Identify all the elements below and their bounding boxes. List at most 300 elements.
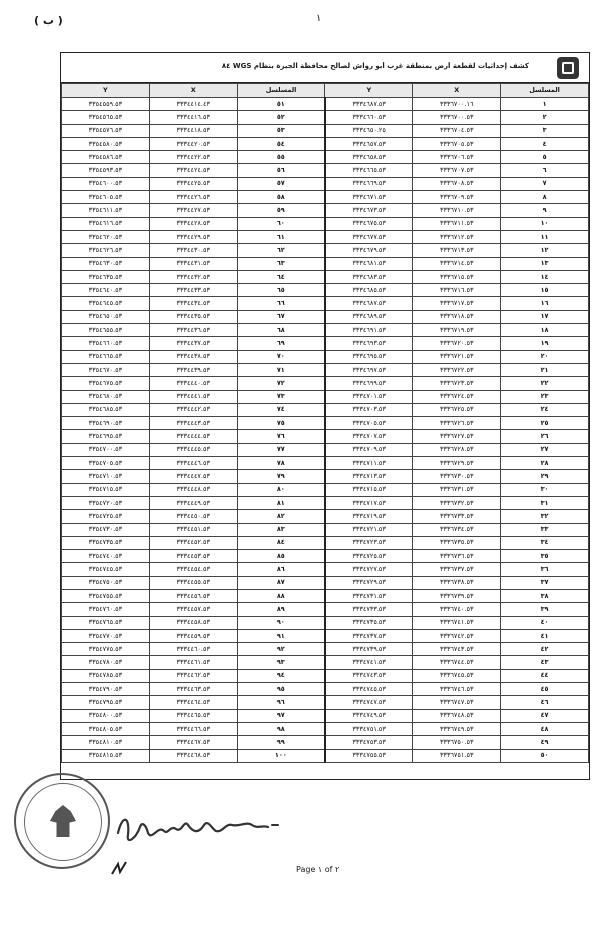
cell-serial1: ١٤ bbox=[501, 270, 589, 283]
cell-x2: ٣٣٣٤٤٥٧.٥٣ bbox=[149, 603, 237, 616]
cell-y2: ٣٣٥٤٧٢٥.٥٣ bbox=[62, 510, 150, 523]
cell-serial2: ٨٦ bbox=[237, 563, 325, 576]
cell-serial2: ٩٣ bbox=[237, 656, 325, 669]
cell-y1: ٣٣٣٤٧٥٥.٥٣ bbox=[325, 749, 413, 762]
cell-y1: ٣٣٣٤٧٣٩.٥٣ bbox=[325, 643, 413, 656]
cell-y2: ٣٣٥٤٥٨٦.٥٣ bbox=[62, 151, 150, 164]
cell-y1: ٣٣٣٤٦٨٣.٥٣ bbox=[325, 270, 413, 283]
cell-y1: ٣٣٣٤٦٥٨.٥٣ bbox=[325, 151, 413, 164]
cell-y2: ٣٣٥٤٦١٦.٥٣ bbox=[62, 217, 150, 230]
cell-serial2: ٥١ bbox=[237, 98, 325, 111]
cell-x1: ٣٣٣٦٧٠٠.١٦ bbox=[413, 98, 501, 111]
table-row bbox=[62, 284, 589, 297]
cell-y2: ٣٣٥٤٥٨٠.٥٣ bbox=[62, 137, 150, 150]
cell-x2: ٣٣٣٤٤٦٢.٥٣ bbox=[149, 669, 237, 682]
cell-x2: ٣٣٣٤٤٣٩.٥٣ bbox=[149, 363, 237, 376]
cell-serial2: ٨٧ bbox=[237, 576, 325, 589]
table-row bbox=[62, 244, 589, 257]
table-row bbox=[62, 470, 589, 483]
cell-serial2: ٩٦ bbox=[237, 696, 325, 709]
cell-y2: ٣٣٥٤٨٠٥.٥٣ bbox=[62, 722, 150, 735]
organization-logo-icon bbox=[557, 57, 579, 79]
table-row bbox=[62, 709, 589, 722]
table-row bbox=[62, 177, 589, 190]
cell-y1: ٣٣٣٤٧٣٥.٥٣ bbox=[325, 616, 413, 629]
cell-y2: ٣٣٥٤٧٥٥.٥٣ bbox=[62, 589, 150, 602]
column-header-y2: Y bbox=[62, 84, 150, 98]
cell-x1: ٣٣٣٦٧٢٩.٥٣ bbox=[413, 457, 501, 470]
cell-y2: ٣٣٥٤٧٩٠.٥٣ bbox=[62, 683, 150, 696]
cell-y2: ٣٣٥٤٧٣٠.٥٣ bbox=[62, 523, 150, 536]
cell-y1: ٣٣٣٤٦٩١.٥٣ bbox=[325, 324, 413, 337]
cell-serial2: ٦٠ bbox=[237, 217, 325, 230]
cell-serial2: ٥٩ bbox=[237, 204, 325, 217]
cell-y1: ٣٣٣٤٧٣٣.٥٣ bbox=[325, 603, 413, 616]
table-row bbox=[62, 656, 589, 669]
cell-serial2: ٨٢ bbox=[237, 510, 325, 523]
cell-y1: ٣٣٣٤٧٠٥.٥٣ bbox=[325, 417, 413, 430]
cell-x2: ٣٣٣٤٤٣١.٥٣ bbox=[149, 257, 237, 270]
cell-serial1: ٣٧ bbox=[501, 576, 589, 589]
cell-y2: ٣٣٥٤٦٣٠.٥٣ bbox=[62, 257, 150, 270]
cell-serial2: ٥٦ bbox=[237, 164, 325, 177]
cell-x1: ٣٣٣٦٧١٧.٥٣ bbox=[413, 297, 501, 310]
cell-y1: ٣٣٣٤٦٦٩.٥٣ bbox=[325, 177, 413, 190]
official-seal bbox=[14, 773, 110, 869]
cell-serial1: ٤٤ bbox=[501, 669, 589, 682]
cell-serial2: ٥٥ bbox=[237, 151, 325, 164]
cell-x1: ٣٣٣٦٧١٥.٥٣ bbox=[413, 270, 501, 283]
cell-serial1: ٤٦ bbox=[501, 696, 589, 709]
table-row bbox=[62, 629, 589, 642]
cell-y2: ٣٣٥٤٧٣٥.٥٣ bbox=[62, 536, 150, 549]
cell-y2: ٣٣٥٤٧٧٠.٥٣ bbox=[62, 629, 150, 642]
cell-x2: ٣٣٣٤٤١٤.٤٣ bbox=[149, 98, 237, 111]
table-row bbox=[62, 257, 589, 270]
table-row bbox=[62, 297, 589, 310]
cell-y2: ٣٣٥٤٥٩٣.٥٣ bbox=[62, 164, 150, 177]
cell-y2: ٣٣٥٤٦٩٥.٥٣ bbox=[62, 430, 150, 443]
coordinates-table bbox=[61, 83, 589, 763]
cell-serial2: ٧٥ bbox=[237, 417, 325, 430]
cell-y2: ٣٣٥٤٦٦٥.٥٣ bbox=[62, 350, 150, 363]
cell-y2: ٣٣٥٤٦٠٠.٥٣ bbox=[62, 177, 150, 190]
cell-x1: ٣٣٣٦٧٣٣.٥٣ bbox=[413, 510, 501, 523]
cell-x1: ٣٣٣٦٧٤٨.٥٣ bbox=[413, 709, 501, 722]
cell-y1: ٣٣٣٤٦٧٥.٥٣ bbox=[325, 217, 413, 230]
cell-y2: ٣٣٥٤٦١١.٥٣ bbox=[62, 204, 150, 217]
cell-serial2: ٧٣ bbox=[237, 390, 325, 403]
cell-y1: ٣٣٣٤٦٧٣.٥٣ bbox=[325, 204, 413, 217]
table-row bbox=[62, 722, 589, 735]
cell-y1: ٣٣٣٤٦٨١.٥٣ bbox=[325, 257, 413, 270]
cell-x1: ٣٣٣٦٧١٠.٥٣ bbox=[413, 204, 501, 217]
cell-serial2: ٨٤ bbox=[237, 536, 325, 549]
table-row bbox=[62, 496, 589, 509]
cell-x2: ٣٣٣٤٤٦٣.٥٣ bbox=[149, 683, 237, 696]
cell-serial2: ٥٢ bbox=[237, 111, 325, 124]
cell-serial2: ٧٦ bbox=[237, 430, 325, 443]
cell-x2: ٣٣٣٤٤٢٥.٥٣ bbox=[149, 177, 237, 190]
table-row bbox=[62, 98, 589, 111]
cell-y2: ٣٣٥٤٦٥٥.٥٣ bbox=[62, 324, 150, 337]
cell-serial2: ٦٢ bbox=[237, 244, 325, 257]
cell-y1: ٣٣٣٤٧٤٥.٥٣ bbox=[325, 683, 413, 696]
table-row bbox=[62, 390, 589, 403]
cell-y1: ٣٣٣٤٧١٥.٥٣ bbox=[325, 483, 413, 496]
cell-x2: ٣٣٣٤٤٥٥.٥٣ bbox=[149, 576, 237, 589]
cell-x2: ٣٣٣٤٤٢٧.٥٣ bbox=[149, 204, 237, 217]
cell-y1: ٣٣٣٤٧٤١.٥٣ bbox=[325, 656, 413, 669]
cell-x1: ٣٣٣٦٧٢٥.٥٣ bbox=[413, 403, 501, 416]
cell-y2: ٣٣٥٤٦٦٠.٥٣ bbox=[62, 337, 150, 350]
cell-serial2: ١٠٠ bbox=[237, 749, 325, 762]
cell-x1: ٣٣٣٦٧١٦.٥٣ bbox=[413, 284, 501, 297]
cell-y2: ٣٣٥٤٦٨٠.٥٣ bbox=[62, 390, 150, 403]
handwritten-signature bbox=[112, 795, 302, 855]
cell-y2: ٣٣٥٤٦٧٠.٥٣ bbox=[62, 363, 150, 376]
cell-serial1: ١٠ bbox=[501, 217, 589, 230]
table-row bbox=[62, 270, 589, 283]
table-row bbox=[62, 230, 589, 243]
cell-x1: ٣٣٣٦٧٤٤.٥٣ bbox=[413, 656, 501, 669]
cell-x1: ٣٣٣٦٧٤٢.٥٣ bbox=[413, 629, 501, 642]
cell-x1: ٣٣٣٦٧٠٨.٥٣ bbox=[413, 177, 501, 190]
cell-y2: ٣٣٥٤٨١٥.٥٣ bbox=[62, 749, 150, 762]
cell-serial2: ٧٩ bbox=[237, 470, 325, 483]
cell-y2: ٣٣٥٤٦٤٥.٥٣ bbox=[62, 297, 150, 310]
cell-y1: ٣٣٣٤٧٠١.٥٣ bbox=[325, 390, 413, 403]
cell-x1: ٣٣٣٦٧٢٣.٥٣ bbox=[413, 377, 501, 390]
cell-serial1: ٢٢ bbox=[501, 377, 589, 390]
cell-y2: ٣٣٥٤٦٥٠.٥٣ bbox=[62, 310, 150, 323]
table-row bbox=[62, 603, 589, 616]
cell-x1: ٣٣٣٦٧٠٥.٥٣ bbox=[413, 137, 501, 150]
cell-y1: ٣٣٣٤٧٢١.٥٣ bbox=[325, 523, 413, 536]
cell-x2: ٣٣٣٤٤٤٧.٥٣ bbox=[149, 470, 237, 483]
cell-x1: ٣٣٣٦٧٣٨.٥٣ bbox=[413, 576, 501, 589]
cell-x2: ٣٣٣٤٤٤٦.٥٣ bbox=[149, 457, 237, 470]
cell-serial1: ٢٧ bbox=[501, 443, 589, 456]
cell-x1: ٣٣٣٦٧٣٠.٥٣ bbox=[413, 470, 501, 483]
cell-serial2: ٦٧ bbox=[237, 310, 325, 323]
table-row bbox=[62, 363, 589, 376]
table-row bbox=[62, 576, 589, 589]
cell-y2: ٣٣٥٤٧٩٥.٥٣ bbox=[62, 696, 150, 709]
cell-serial1: ٤١ bbox=[501, 629, 589, 642]
cell-serial2: ٦٤ bbox=[237, 270, 325, 283]
cell-y1: ٣٣٣٤٧٤٣.٥٣ bbox=[325, 669, 413, 682]
cell-x2: ٣٣٣٤٤٢٤.٥٣ bbox=[149, 164, 237, 177]
cell-serial1: ٢٠ bbox=[501, 350, 589, 363]
cell-y1: ٣٣٣٤٧٠٩.٥٣ bbox=[325, 443, 413, 456]
cell-x2: ٣٣٣٤٤٤٣.٥٣ bbox=[149, 417, 237, 430]
cell-x1: ٣٣٣٦٧٥١.٥٣ bbox=[413, 749, 501, 762]
cell-serial1: ٤ bbox=[501, 137, 589, 150]
cell-serial1: ٢٤ bbox=[501, 403, 589, 416]
cell-serial1: ١٥ bbox=[501, 284, 589, 297]
cell-x2: ٣٣٣٤٤٦٥.٥٣ bbox=[149, 709, 237, 722]
cell-serial1: ٣٥ bbox=[501, 550, 589, 563]
table-row bbox=[62, 696, 589, 709]
cell-x2: ٣٣٣٤٤٣٤.٥٣ bbox=[149, 297, 237, 310]
cell-y1: ٣٣٣٤٧٢٥.٥٣ bbox=[325, 550, 413, 563]
table-row bbox=[62, 669, 589, 682]
cell-serial1: ٣٣ bbox=[501, 523, 589, 536]
cell-x1: ٣٣٣٦٧٠٠.٥٣ bbox=[413, 111, 501, 124]
cell-serial1: ٨ bbox=[501, 191, 589, 204]
cell-y2: ٣٣٥٤٧٦٠.٥٣ bbox=[62, 603, 150, 616]
cell-x1: ٣٣٣٦٧٢٧.٥٣ bbox=[413, 430, 501, 443]
table-row bbox=[62, 191, 589, 204]
table-row bbox=[62, 403, 589, 416]
cell-serial2: ٩٩ bbox=[237, 736, 325, 749]
cell-serial2: ٧٨ bbox=[237, 457, 325, 470]
cell-y2: ٣٣٥٤٦٢٦.٥٣ bbox=[62, 244, 150, 257]
cell-x2: ٣٣٣٤٤٢٢.٥٣ bbox=[149, 151, 237, 164]
cell-serial2: ٨٣ bbox=[237, 523, 325, 536]
cell-y1: ٣٣٣٤٧١١.٥٣ bbox=[325, 457, 413, 470]
cell-x2: ٣٣٣٤٤٦٧.٥٣ bbox=[149, 736, 237, 749]
table-row bbox=[62, 137, 589, 150]
cell-serial1: ٤٨ bbox=[501, 722, 589, 735]
cell-serial1: ٦ bbox=[501, 164, 589, 177]
table-row bbox=[62, 736, 589, 749]
cell-serial1: ٣٩ bbox=[501, 603, 589, 616]
cell-x2: ٣٣٣٤٤٤٠.٥٣ bbox=[149, 377, 237, 390]
cell-serial1: ١٧ bbox=[501, 310, 589, 323]
table-row bbox=[62, 204, 589, 217]
table-row bbox=[62, 310, 589, 323]
cell-y2: ٣٣٥٤٧١٥.٥٣ bbox=[62, 483, 150, 496]
cell-x1: ٣٣٣٦٧٠٤.٥٣ bbox=[413, 124, 501, 137]
cell-serial1: ٢٦ bbox=[501, 430, 589, 443]
cell-x2: ٣٣٣٤٤٥٠.٥٣ bbox=[149, 510, 237, 523]
cell-x2: ٣٣٣٤٤٣٥.٥٣ bbox=[149, 310, 237, 323]
table-row bbox=[62, 510, 589, 523]
cell-serial1: ٤٥ bbox=[501, 683, 589, 696]
cell-x2: ٣٣٣٤٤١٨.٥٣ bbox=[149, 124, 237, 137]
cell-y1: ٣٣٣٤٧٤٧.٥٣ bbox=[325, 696, 413, 709]
cell-serial1: ٣ bbox=[501, 124, 589, 137]
cell-x1: ٣٣٣٦٧٤٩.٥٣ bbox=[413, 722, 501, 735]
cell-serial2: ٧١ bbox=[237, 363, 325, 376]
cell-y2: ٣٣٥٤٦٧٥.٥٣ bbox=[62, 377, 150, 390]
cell-x1: ٣٣٣٦٧٣٧.٥٣ bbox=[413, 563, 501, 576]
cell-serial2: ٩٥ bbox=[237, 683, 325, 696]
cell-y1: ٣٣٣٤٧٢٩.٥٣ bbox=[325, 576, 413, 589]
coordinates-sheet bbox=[60, 52, 590, 780]
cell-serial1: ٤٠ bbox=[501, 616, 589, 629]
cell-serial1: ٣٢ bbox=[501, 510, 589, 523]
cell-x1: ٣٣٣٦٧١٩.٥٣ bbox=[413, 324, 501, 337]
page-footer: Page ١ of ٢ bbox=[296, 865, 340, 874]
cell-y2: ٣٣٥٤٧٢٠.٥٣ bbox=[62, 496, 150, 509]
cell-y1: ٣٣٣٤٧٠٣.٥٣ bbox=[325, 403, 413, 416]
cell-x2: ٣٣٣٤٤٥٣.٥٣ bbox=[149, 550, 237, 563]
cell-y1: ٣٣٣٤٦٥٧.٥٣ bbox=[325, 137, 413, 150]
cell-serial2: ٧٢ bbox=[237, 377, 325, 390]
scan-mark-icon bbox=[108, 858, 128, 878]
table-row bbox=[62, 111, 589, 124]
cell-x2: ٣٣٣٤٤٤٤.٥٣ bbox=[149, 430, 237, 443]
cell-x1: ٣٣٣٦٧١١.٥٣ bbox=[413, 217, 501, 230]
cell-serial2: ٩١ bbox=[237, 629, 325, 642]
cell-serial1: ١٣ bbox=[501, 257, 589, 270]
cell-serial2: ٩٠ bbox=[237, 616, 325, 629]
cell-y1: ٣٣٣٤٦٨٧.٥٣ bbox=[325, 98, 413, 111]
cell-serial1: ١٦ bbox=[501, 297, 589, 310]
table-row bbox=[62, 683, 589, 696]
cell-x1: ٣٣٣٦٧١٤.٥٣ bbox=[413, 257, 501, 270]
cell-y1: ٣٣٣٤٦٥٠.٢٥ bbox=[325, 124, 413, 137]
cell-serial1: ٣٤ bbox=[501, 536, 589, 549]
cell-x2: ٣٣٣٤٤٢٨.٥٣ bbox=[149, 217, 237, 230]
cell-y1: ٣٣٣٤٦٧٧.٥٣ bbox=[325, 230, 413, 243]
cell-serial1: ٢٥ bbox=[501, 417, 589, 430]
cell-serial1: ٣٠ bbox=[501, 483, 589, 496]
cell-serial1: ١٢ bbox=[501, 244, 589, 257]
cell-x2: ٣٣٣٤٤٦٦.٥٣ bbox=[149, 722, 237, 735]
table-row bbox=[62, 616, 589, 629]
cell-x2: ٣٣٣٤٤٦٨.٥٣ bbox=[149, 749, 237, 762]
cell-serial1: ٤٩ bbox=[501, 736, 589, 749]
cell-x2: ٣٣٣٤٤٣٠.٥٣ bbox=[149, 244, 237, 257]
cell-serial2: ٧٧ bbox=[237, 443, 325, 456]
cell-y2: ٣٣٥٤٧٥٠.٥٣ bbox=[62, 576, 150, 589]
table-row bbox=[62, 217, 589, 230]
cell-serial2: ٨٨ bbox=[237, 589, 325, 602]
cell-x1: ٣٣٣٦٧٤٥.٥٣ bbox=[413, 669, 501, 682]
cell-serial1: ٣٦ bbox=[501, 563, 589, 576]
cell-y2: ٣٣٥٤٥٥٩.٥٣ bbox=[62, 98, 150, 111]
cell-serial2: ٦٩ bbox=[237, 337, 325, 350]
cell-x2: ٣٣٣٤٤٤١.٥٣ bbox=[149, 390, 237, 403]
cell-x1: ٣٣٣٦٧٢١.٥٣ bbox=[413, 350, 501, 363]
cell-y2: ٣٣٥٤٦٣٥.٥٣ bbox=[62, 270, 150, 283]
cell-x2: ٣٣٣٤٤٣٨.٥٣ bbox=[149, 350, 237, 363]
cell-serial1: ٤٣ bbox=[501, 656, 589, 669]
table-header-row bbox=[62, 84, 589, 98]
cell-serial1: ٢ bbox=[501, 111, 589, 124]
column-header-x1: X bbox=[413, 84, 501, 98]
cell-x2: ٣٣٣٤٤٦٠.٥٣ bbox=[149, 643, 237, 656]
cell-x1: ٣٣٣٦٧٣٦.٥٣ bbox=[413, 550, 501, 563]
cell-y2: ٣٣٥٤٦٢٠.٥٣ bbox=[62, 230, 150, 243]
table-row bbox=[62, 350, 589, 363]
cell-y2: ٣٣٥٤٦٠٥.٥٣ bbox=[62, 191, 150, 204]
cell-x1: ٣٣٣٦٧٣٢.٥٣ bbox=[413, 496, 501, 509]
cell-serial1: ٧ bbox=[501, 177, 589, 190]
cell-serial1: ١ bbox=[501, 98, 589, 111]
cell-x1: ٣٣٣٦٧٠٧.٥٣ bbox=[413, 164, 501, 177]
cell-serial2: ٨١ bbox=[237, 496, 325, 509]
cell-y1: ٣٣٣٤٦٩٧.٥٣ bbox=[325, 363, 413, 376]
table-body bbox=[62, 98, 589, 763]
cell-x2: ٣٣٣٤٤٥٢.٥٣ bbox=[149, 536, 237, 549]
table-row bbox=[62, 457, 589, 470]
cell-y1: ٣٣٣٤٦٨٩.٥٣ bbox=[325, 310, 413, 323]
cell-x2: ٣٣٣٤٤٥٩.٥٣ bbox=[149, 629, 237, 642]
table-row bbox=[62, 589, 589, 602]
cell-serial2: ٨٥ bbox=[237, 550, 325, 563]
cell-x2: ٣٣٣٤٤٢٦.٥٣ bbox=[149, 191, 237, 204]
cell-x1: ٣٣٣٦٧٤٠.٥٣ bbox=[413, 603, 501, 616]
cell-y2: ٣٣٥٤٧٨٥.٥٣ bbox=[62, 669, 150, 682]
cell-x1: ٣٣٣٦٧٤٦.٥٣ bbox=[413, 683, 501, 696]
cell-serial2: ٩٢ bbox=[237, 643, 325, 656]
cell-y1: ٣٣٣٤٦٩٥.٥٣ bbox=[325, 350, 413, 363]
cell-y1: ٣٣٣٤٧٣٧.٥٣ bbox=[325, 629, 413, 642]
cell-y2: ٣٣٥٤٧٧٥.٥٣ bbox=[62, 643, 150, 656]
cell-serial1: ٢٨ bbox=[501, 457, 589, 470]
cell-serial2: ٧٤ bbox=[237, 403, 325, 416]
table-row bbox=[62, 550, 589, 563]
cell-x1: ٣٣٣٦٧١٣.٥٣ bbox=[413, 244, 501, 257]
table-row bbox=[62, 124, 589, 137]
table-row bbox=[62, 377, 589, 390]
table-row bbox=[62, 417, 589, 430]
cell-y2: ٣٣٥٤٨٠٠.٥٣ bbox=[62, 709, 150, 722]
cell-serial1: ٢١ bbox=[501, 363, 589, 376]
cell-x2: ٣٣٣٤٤٣٢.٥٣ bbox=[149, 270, 237, 283]
cell-y2: ٣٣٥٤٦٩٠.٥٣ bbox=[62, 417, 150, 430]
cell-serial2: ٨٠ bbox=[237, 483, 325, 496]
table-row bbox=[62, 337, 589, 350]
cell-y2: ٣٣٥٤٨١٠.٥٣ bbox=[62, 736, 150, 749]
cell-y1: ٣٣٣٤٧٢٣.٥٣ bbox=[325, 536, 413, 549]
cell-y1: ٣٣٣٤٧١٧.٥٣ bbox=[325, 496, 413, 509]
table-row bbox=[62, 563, 589, 576]
table-row bbox=[62, 749, 589, 762]
cell-x2: ٣٣٣٤٤٤٢.٥٣ bbox=[149, 403, 237, 416]
cell-x1: ٣٣٣٦٧٤٧.٥٣ bbox=[413, 696, 501, 709]
cell-y2: ٣٣٥٤٧١٠.٥٣ bbox=[62, 470, 150, 483]
cell-x2: ٣٣٣٤٤٣٣.٥٣ bbox=[149, 284, 237, 297]
table-row bbox=[62, 430, 589, 443]
cell-x1: ٣٣٣٦٧٢٨.٥٣ bbox=[413, 443, 501, 456]
cell-serial1: ٥ bbox=[501, 151, 589, 164]
column-header-serial1: المسلسل bbox=[501, 84, 589, 98]
cell-x1: ٣٣٣٦٧٢٠.٥٣ bbox=[413, 337, 501, 350]
cell-y2: ٣٣٥٤٧٤٠.٥٣ bbox=[62, 550, 150, 563]
cell-x2: ٣٣٣٤٤٤٩.٥٣ bbox=[149, 496, 237, 509]
table-row bbox=[62, 536, 589, 549]
column-header-x2: X bbox=[149, 84, 237, 98]
cell-x1: ٣٣٣٦٧٤٣.٥٣ bbox=[413, 643, 501, 656]
cell-serial2: ٧٠ bbox=[237, 350, 325, 363]
cell-y1: ٣٣٣٤٧٥٣.٥٣ bbox=[325, 736, 413, 749]
cell-x2: ٣٣٣٤٤٥٨.٥٣ bbox=[149, 616, 237, 629]
page-number-top: ١ bbox=[316, 13, 322, 24]
cell-y1: ٣٣٣٤٦٨٥.٥٣ bbox=[325, 284, 413, 297]
cell-y1: ٣٣٣٤٦٩٣.٥٣ bbox=[325, 337, 413, 350]
cell-x2: ٣٣٣٤٤٥٦.٥٣ bbox=[149, 589, 237, 602]
cell-serial1: ٢٩ bbox=[501, 470, 589, 483]
cell-y2: ٣٣٥٤٦٤٠.٥٣ bbox=[62, 284, 150, 297]
cell-y1: ٣٣٣٤٧٣١.٥٣ bbox=[325, 589, 413, 602]
cell-y1: ٣٣٣٤٦٨٧.٥٣ bbox=[325, 297, 413, 310]
cell-x1: ٣٣٣٦٧١٨.٥٣ bbox=[413, 310, 501, 323]
cell-y2: ٣٣٥٤٥٦٥.٥٣ bbox=[62, 111, 150, 124]
cell-x2: ٣٣٣٤٤٦١.٥٣ bbox=[149, 656, 237, 669]
cell-x1: ٣٣٣٦٧٠٩.٥٣ bbox=[413, 191, 501, 204]
cell-serial2: ٦٦ bbox=[237, 297, 325, 310]
cell-serial2: ٩٧ bbox=[237, 709, 325, 722]
cell-serial2: ٦٥ bbox=[237, 284, 325, 297]
cell-x1: ٣٣٣٦٧٢٤.٥٣ bbox=[413, 390, 501, 403]
cell-y2: ٣٣٥٤٧٦٥.٥٣ bbox=[62, 616, 150, 629]
